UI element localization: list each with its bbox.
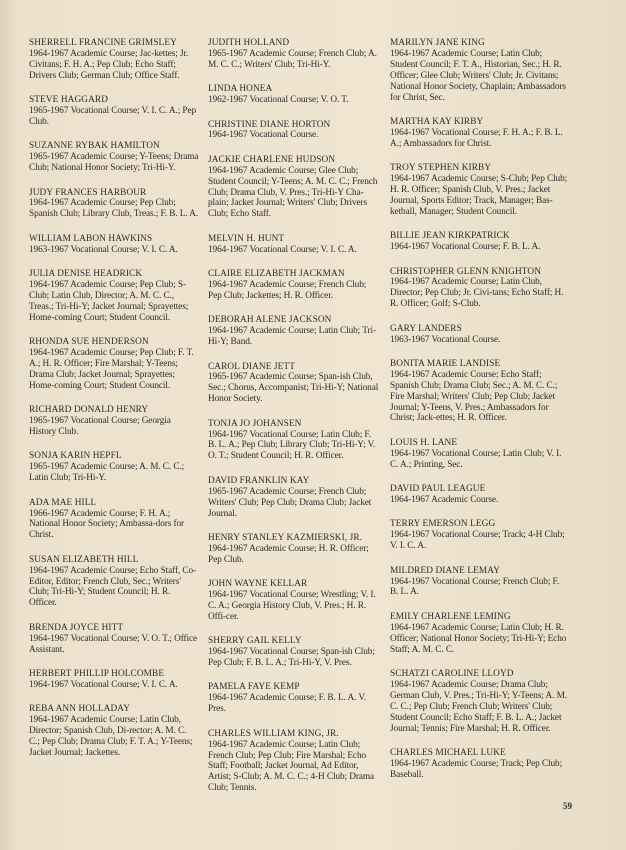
senior-entry: [208, 120, 380, 142]
student-activities: 1964-1967 Academic Course; Pep Club; F. T. A.; H. R. Officer; Fire Marshal; Y-Teens; Drama Club; Jacket Journal; Sprayettes; Home-coming Court; Student Council.: [29, 348, 194, 391]
senior-entry: [29, 269, 199, 324]
senior-entry: [29, 555, 199, 610]
student-activities: 1964-1967 Academic Course; Latin Club, Director; Pep Club; Jr. Civi-tans; Echo Staff; H. R. Officer; Golf; S-Club.: [390, 277, 564, 310]
student-activities: 1966-1967 Academic Course; F. H. A.; National Honor Society; Ambassa-dors for Christ.: [29, 508, 185, 541]
student-name: REBA ANN HOLLADAY: [29, 704, 131, 715]
student-activities: 1964-1967 Academic Course; Pep Club; Spanish Club; Library Club, Treas.; F. B. L. A.: [29, 198, 199, 220]
senior-entry: [390, 267, 568, 311]
senior-entry: [29, 669, 199, 691]
senior-entry: [390, 163, 568, 218]
student-activities: 1964-1967 Academic Course; Latin Club; French Club; Pep Club; Fire Marshal; Echo Staff; Football; Jacket Journal, Ad Editor, Artist; S-Club; A. M. C. C.; 4-H Club; Drama Club; Tennis.: [208, 739, 375, 794]
senior-entry: [208, 234, 380, 256]
student-activities: 1964-1967 Academic Course; H. R. Officer; Pep Club.: [208, 543, 369, 565]
student-activities: 1964-1967 Vocational Course; V. I. C. A.: [208, 244, 357, 255]
student-name: SCHATZI CAROLINE LLOYD: [390, 668, 514, 679]
senior-entry: [29, 451, 199, 484]
senior-entry: [390, 438, 568, 471]
student-name: CHRISTOPHER GLENN KNIGHTON: [390, 266, 542, 277]
senior-entry: [208, 729, 380, 794]
student-activities: 1964-1967 Academic Course; F. B. L. A. V. Pres.: [208, 693, 367, 715]
student-activities: 1965-1967 Academic Course; Span-ish Club, Sec.; Chorus, Accompanist; Tri-Hi-Y; National Honor Society.: [208, 372, 379, 405]
student-name: GARY LANDERS: [390, 323, 462, 334]
student-activities: 1963-1967 Vocational Course.: [390, 334, 501, 345]
student-name: JOHN WAYNE KELLAR: [208, 579, 308, 590]
student-activities: 1964-1967 Vocational Course; Wrestling; V. I. C. A.; Georgia History Club, V. Pres.; H. R. Offi-cer.: [208, 590, 376, 622]
student-name: JACKIE CHARLENE HUDSON: [208, 154, 336, 165]
student-activities: 1962-1967 Vocational Course; V. O. T.: [208, 95, 349, 106]
student-activities: 1964-1967 Academic Course; Jac-kettes; Jr. Civitans; F. H. A.; Pep Club; Echo Staff; Drivers Club; German Club; Office Staff.: [29, 48, 189, 81]
senior-entry: [390, 566, 568, 599]
student-name: WILLIAM LABON HAWKINS: [29, 233, 153, 244]
student-activities: 1964-1967 Vocational Course; V. I. C. A.: [29, 679, 178, 690]
senior-entry: [29, 141, 199, 174]
senior-entry: [208, 315, 380, 348]
senior-entry: [390, 324, 568, 346]
senior-entry: [29, 234, 199, 256]
student-activities: 1965-1967 Academic Course; French Club; Writers' Club; Pep Club; Drama Club; Jacket Journal.: [208, 486, 372, 519]
student-name: MELVIN H. HUNT: [208, 233, 285, 244]
student-name: TROY STEPHEN KIRBY: [390, 163, 492, 174]
student-name: SHERRELL FRANCINE GRIMSLEY: [29, 38, 177, 48]
student-activities: 1964-1967 Academic Course; Track; Pep Club; Baseball.: [390, 758, 563, 780]
student-name: SHERRY GAIL KELLY: [208, 636, 302, 647]
student-name: JULIA DENISE HEADRICK: [29, 269, 143, 280]
student-name: CAROL DIANE JETT: [208, 361, 295, 372]
student-name: TERRY EMERSON LEGG: [390, 519, 496, 530]
senior-entry: [390, 748, 568, 781]
student-name: HENRY STANLEY KAZMIERSKI, JR.: [208, 532, 363, 543]
student-activities: 1964-1967 Academic Course; Echo Staff; Spanish Club; Drama Club; Sec.; A. M. C. C.; Fire Marshal; Writers' Club; Pep Club; Jacket Journal; Y-Teens, V. Pres.; Ambassadors for Christ; Jack-ettes; H. R. Officer.: [390, 369, 558, 424]
student-name: DEBORAH ALENE JACKSON: [208, 315, 332, 326]
student-activities: 1964-1967 Academic Course; Glee Club; Student Council; Y-Teens; A. M. C. C.; French Club; Drama Club, V. Pres.; Tri-Hi-Y Cha-plain; Jacket Journal; Writers' Club; Drivers Club; Echo Staff.: [208, 165, 378, 220]
senior-entry: [390, 669, 568, 734]
senior-entry: [390, 231, 568, 253]
student-name: BONITA MARIE LANDISE: [390, 358, 501, 369]
student-activities: 1964-1967 Academic Course; Echo Staff, Co-Editor, Editor; French Club, Sec.; Writers' Club; Tri-Hi-Y; Student Council; H. R. Officer.: [29, 565, 197, 609]
student-activities: 1964-1967 Vocational Course; Latin Club; V. I. C. A.; Printing, Sec.: [390, 448, 562, 470]
senior-entry: [29, 337, 199, 392]
senior-entry: [208, 362, 380, 406]
student-activities: 1964-1967 Academic Course.: [390, 495, 499, 505]
senior-entry: [29, 623, 199, 656]
student-activities: 1964-1967 Academic Course; Pep Club; S-Club; Latin Club, Director; A. M. C. C., Treas.; Tri-Hi-Y; Jacket Journal; Sprayettes; Home-coming Court; Student Council.: [29, 280, 189, 323]
student-name: HERBERT PHILLIP HOLCOMBE: [29, 668, 165, 679]
senior-entry: [208, 155, 380, 220]
student-name: PAMELA FAYE KEMP: [208, 682, 300, 693]
student-name: CHRISTINE DIANE HORTON: [208, 119, 331, 130]
student-name: SUZANNE RYBAK HAMILTON: [29, 141, 160, 152]
student-name: SUSAN ELIZABETH HILL: [29, 554, 139, 565]
student-name: MARTHA KAY KIRBY: [390, 116, 484, 127]
senior-entry: [29, 498, 199, 542]
senior-entry: [29, 704, 199, 759]
senior-entry: [208, 682, 380, 715]
senior-entry: [390, 117, 568, 150]
senior-entry: [208, 579, 380, 623]
senior-entry: [29, 95, 199, 128]
student-activities: 1964-1967 Academic Course; Latin Club; H. R. Officer; National Honor Society; Tri-Hi-Y; Echo Staff; A. M. C. C.: [390, 622, 567, 655]
student-name: ADA MAE HILL: [29, 497, 97, 508]
student-name: DAVID FRANKLIN KAY: [208, 475, 310, 486]
student-activities: 1965-1967 Academic Course; Y-Teens; Drama Club; National Honor Society; Tri-Hi-Y.: [29, 152, 199, 174]
student-activities: 1964-1967 Academic Course; S-Club; Pep Club; H. R. Officer; Spanish Club, V. Pres.; Jacket Journal, Sports Editor; Track, Manager; Bas-ketball, Manager; Student Council.: [390, 174, 568, 217]
student-activities: 1964-1967 Academic Course; Latin Club; Tri-Hi-Y; Band.: [208, 326, 376, 348]
student-activities: 1964-1967 Vocational Course; F. H. A.; F. B. L. A.; Ambassadors for Christ.: [390, 127, 563, 149]
student-name: RHONDA SUE HENDERSON: [29, 337, 149, 348]
senior-entry: [208, 636, 380, 669]
student-activities: 1963-1967 Vocational Course; V. I. C. A.: [29, 244, 178, 255]
senior-entry: [390, 519, 568, 552]
student-name: RICHARD DONALD HENRY: [29, 405, 149, 416]
senior-entry: [29, 38, 199, 82]
student-name: SONJA KARIN HEPFL: [29, 451, 122, 462]
student-activities: 1964-1967 Academic Course; Drama Club; German Club, V. Pres.; Tri-Hi-Y; Y-Teens; A. M. C. C.; Pep Club; French Club; Writers' Club; Student Council; Echo Staff; F. B. L. A.; Jacket Journal; Tennis; Fire Marshal; H. R. Officer.: [390, 679, 567, 734]
student-name: CHARLES MICHAEL LUKE: [390, 747, 506, 758]
student-name: JUDITH HOLLAND: [208, 38, 290, 48]
student-activities: 1964-1967 Vocational Course; French Club; F. B. L. A.: [390, 576, 560, 598]
student-name: TONJA JO JOHANSEN: [208, 418, 302, 429]
student-name: LINDA HONEA: [208, 84, 273, 95]
senior-entry: [208, 476, 380, 520]
student-name: EMILY CHARLENE LEMING: [390, 611, 511, 622]
senior-entry: [208, 269, 380, 302]
student-name: DAVID PAUL LEAGUE: [390, 484, 486, 495]
student-name: JUDY FRANCES HARBOUR: [29, 187, 147, 198]
senior-entry: [208, 533, 380, 566]
student-activities: 1964-1967 Vocational Course; F. B. L. A.: [390, 242, 541, 253]
senior-entry: [390, 612, 568, 656]
senior-entry: [208, 38, 380, 71]
student-name: BRENDA JOYCE HITT: [29, 622, 124, 633]
student-activities: 1964-1967 Academic Course; Latin Club; Student Council; F. T. A., Historian, Sec.; H. R. Officer; Glee Club; Writers' Club; Jr. Civitans; National Honor Society, Chaplain; Ambassadors for Christ, Sec.: [390, 48, 566, 103]
student-activities: 1964-1967 Vocational Course.: [208, 130, 319, 141]
student-activities: 1964-1967 Academic Course; French Club; Pep Club; Jackettes; H. R. Officer.: [208, 280, 367, 301]
senior-entry: [208, 419, 380, 463]
senior-entry: [390, 359, 568, 424]
student-name: CHARLES WILLIAM KING, JR.: [208, 728, 339, 739]
student-activities: 1965-1967 Academic Course; A. M. C. C.; Latin Club; Tri-Hi-Y.: [29, 462, 185, 484]
column-2: [208, 38, 380, 808]
student-activities: 1964-1967 Vocational Course; V. O. T.; Office Assistant.: [29, 633, 198, 655]
student-name: MARILYN JANE KING: [390, 38, 485, 48]
senior-entry: [29, 188, 199, 221]
student-name: STEVE HAGGARD: [29, 95, 109, 106]
student-name: BILLIE JEAN KIRKPATRICK: [390, 231, 510, 242]
student-activities: 1965-1967 Vocational Course; Georgia History Club.: [29, 416, 171, 437]
student-name: MILDRED DIANE LEMAY: [390, 565, 501, 576]
column-3: [390, 38, 568, 794]
column-1: [29, 38, 199, 772]
student-activities: 1964-1967 Vocational Course; Span-ish Club; Pep Club; F. B. L. A.; Tri-Hi-Y, V. Pres.: [208, 647, 375, 669]
student-name: CLAIRE ELIZABETH JACKMAN: [208, 269, 345, 280]
student-activities: 1964-1967 Vocational Course; Latin Club; F. B. L. A.; Pep Club; Library Club; Tri-Hi-Y; V. O. T.; Student Council; H. R. Officer.: [208, 429, 376, 462]
senior-entry: [390, 484, 568, 506]
student-activities: 1964-1967 Academic Course; Latin Club, Director; Spanish Club, Di-rector; A. M. C. C.; Pep Club; Drama Club; F. T. A.; Y-Teens; Jacket Journal; Jackettes.: [29, 715, 193, 758]
senior-entry: [29, 405, 199, 438]
senior-entry: [208, 84, 380, 106]
student-activities: 1964-1967 Vocational Course; Track; 4-H Club; V. I. C. A.: [390, 530, 565, 552]
student-activities: 1965-1967 Academic Course; French Club; A. M. C. C.; Writers' Club; Tri-Hi-Y.: [208, 48, 377, 70]
student-name: LOUIS H. LANE: [390, 437, 458, 448]
page-number: 59: [563, 801, 572, 811]
student-activities: 1965-1967 Vocational Course; V. I. C. A.; Pep Club.: [29, 106, 197, 127]
senior-entry: [390, 38, 568, 103]
